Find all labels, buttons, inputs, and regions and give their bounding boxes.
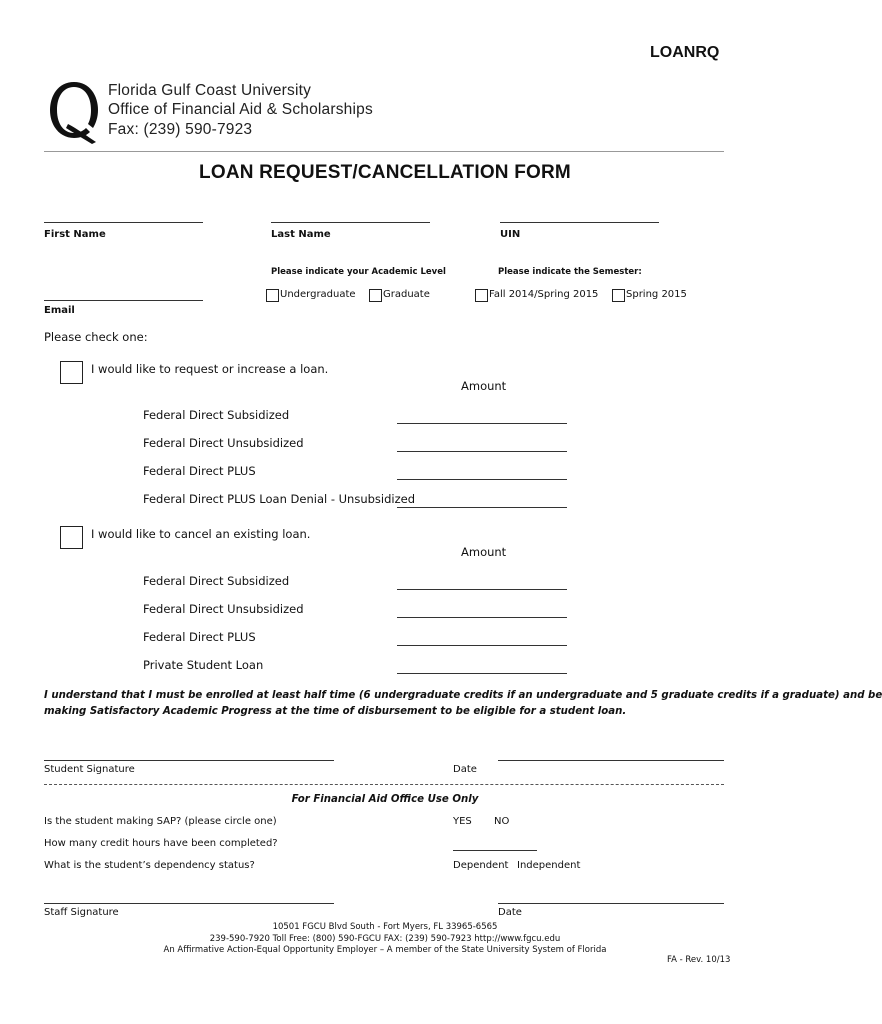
email-field[interactable] xyxy=(44,300,203,301)
graduate-label: Graduate xyxy=(383,289,430,300)
dependent-option[interactable]: Dependent xyxy=(453,860,509,871)
cancel-amount-field[interactable] xyxy=(397,673,567,674)
cancel-loan-type: Federal Direct PLUS xyxy=(143,630,256,644)
student-signature-label: Student Signature xyxy=(44,764,135,775)
cancel-loan-type: Federal Direct Unsubsidized xyxy=(143,602,304,616)
first-name-field[interactable] xyxy=(44,222,203,223)
request-loan-type: Federal Direct Subsidized xyxy=(143,408,290,422)
fall-2014-spring-2015-checkbox[interactable] xyxy=(475,289,488,302)
student-date-label: Date xyxy=(453,764,477,775)
request-loan-checkbox[interactable] xyxy=(60,361,83,384)
staff-date-field[interactable] xyxy=(498,903,724,904)
cancel-amount-header: Amount xyxy=(461,545,507,559)
header-divider xyxy=(44,151,724,152)
spring-2015-checkbox[interactable] xyxy=(612,289,625,302)
request-amount-field[interactable] xyxy=(397,507,567,508)
cancel-amount-field[interactable] xyxy=(397,645,567,646)
independent-option[interactable]: Independent xyxy=(517,860,581,871)
email-label: Email xyxy=(44,305,75,316)
request-loan-label: I would like to request or increase a loan. xyxy=(91,362,329,376)
uin-label: UIN xyxy=(500,229,521,240)
office-fax: Fax: (239) 590-7923 xyxy=(108,121,253,138)
staff-signature-label: Staff Signature xyxy=(44,907,119,918)
university-name: Florida Gulf Coast University xyxy=(108,82,312,99)
undergraduate-label: Undergraduate xyxy=(280,289,356,300)
cancel-amount-field[interactable] xyxy=(397,589,567,590)
request-amount-header: Amount xyxy=(461,379,507,393)
staff-date-label: Date xyxy=(498,907,522,918)
uin-field[interactable] xyxy=(500,222,659,223)
sap-yes-option[interactable]: YES xyxy=(453,816,472,827)
request-loan-type: Federal Direct Unsubsidized xyxy=(143,436,304,450)
last-name-field[interactable] xyxy=(271,222,430,223)
request-loan-type: Federal Direct PLUS xyxy=(143,464,256,478)
undergraduate-checkbox[interactable] xyxy=(266,289,279,302)
revision-label: FA - Rev. 10/13 xyxy=(667,955,731,965)
credit-hours-field[interactable] xyxy=(453,850,537,851)
spring-2015-label: Spring 2015 xyxy=(626,289,687,300)
enrollment-statement-line-2: making Satisfactory Academic Progress at the time of disbursement to be eligible for a student loan. xyxy=(44,706,627,717)
staff-signature-field[interactable] xyxy=(44,903,334,904)
academic-level-prompt: Please indicate your Academic Level xyxy=(271,267,446,277)
cancel-loan-checkbox[interactable] xyxy=(60,526,83,549)
student-date-field[interactable] xyxy=(498,760,724,761)
request-loan-type: Federal Direct PLUS Loan Denial - Unsubsidized xyxy=(143,492,416,506)
semester-prompt: Please indicate the Semester: xyxy=(498,267,642,277)
footer-eeo: An Affirmative Action-Equal Opportunity Employer – A member of the State University System of Florida xyxy=(163,945,607,955)
office-use-divider xyxy=(44,784,724,785)
dependency-question: What is the student’s dependency status? xyxy=(44,860,255,871)
cancel-amount-field[interactable] xyxy=(397,617,567,618)
office-name: Office of Financial Aid & Scholarships xyxy=(108,101,373,118)
fgcu-logo-icon xyxy=(46,78,102,146)
form-title: LOAN REQUEST/CANCELLATION FORM xyxy=(199,162,571,183)
credit-hours-question: How many credit hours have been completed? xyxy=(44,838,278,849)
cancel-loan-type: Private Student Loan xyxy=(143,658,264,672)
footer-contact: 239-590-7920 Toll Free: (800) 590-FGCU FAX: (239) 590-7923 http://www.fgcu.edu xyxy=(209,934,561,944)
office-use-heading: For Financial Aid Office Use Only xyxy=(291,794,479,805)
request-amount-field[interactable] xyxy=(397,423,567,424)
request-amount-field[interactable] xyxy=(397,479,567,480)
form-code: LOANRQ xyxy=(650,44,720,61)
student-signature-field[interactable] xyxy=(44,760,334,761)
footer-address: 10501 FGCU Blvd South - Fort Myers, FL 33965-6565 xyxy=(272,922,498,932)
graduate-checkbox[interactable] xyxy=(369,289,382,302)
cancel-loan-type: Federal Direct Subsidized xyxy=(143,574,290,588)
enrollment-statement-line-1: I understand that I must be enrolled at least half time (6 undergraduate credits if an undergraduate and 5 graduate credits if a graduate) and be xyxy=(44,690,882,701)
sap-no-option[interactable]: NO xyxy=(494,816,510,827)
request-amount-field[interactable] xyxy=(397,451,567,452)
first-name-label: First Name xyxy=(44,229,106,240)
fall-2014-spring-2015-label: Fall 2014/Spring 2015 xyxy=(489,289,599,300)
last-name-label: Last Name xyxy=(271,229,331,240)
cancel-loan-label: I would like to cancel an existing loan. xyxy=(91,527,311,541)
sap-question: Is the student making SAP? (please circle one) xyxy=(44,816,277,827)
check-one-prompt: Please check one: xyxy=(44,330,148,344)
